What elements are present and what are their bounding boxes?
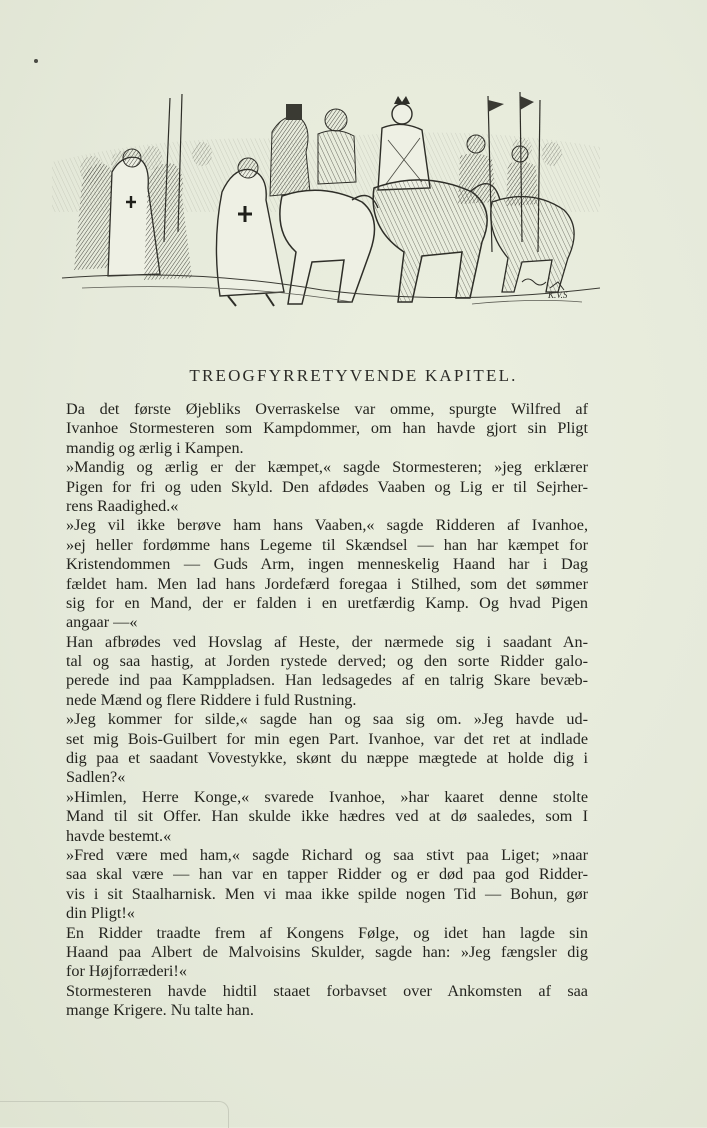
text-line: Da det første Øjebliks Overraskelse var omme, spurgte Wilfred af: [66, 400, 588, 418]
text-line: Pigen for fri og uden Skyld. Den afdødes Vaaben og Lig er til Sejrher-: [66, 477, 588, 496]
text-line: Stormesteren havde hidtil staaet forbavset over Ankomsten af saa: [66, 981, 588, 1000]
text-line: »Fred være med ham,« sagde Richard og saa stivt paa Liget; »naar: [66, 845, 588, 864]
text-line: »Jeg vil ikke berøve ham hans Vaaben,« sagde Ridderen af Ivanhoe,: [66, 516, 588, 535]
chapter-illustration: [52, 92, 600, 310]
text-line: »ej heller fordømme hans Legeme til Skændsel — han har kæmpet for: [66, 535, 588, 554]
text-line: nede Mænd og flere Riddere i fuld Rustning.: [66, 690, 357, 709]
chapter-body: [66, 400, 588, 1021]
text-line: havde bestemt.«: [66, 826, 172, 845]
text-line: En Ridder traadte frem af Kongens Følge, og idet han lagde sin: [66, 923, 588, 942]
chapter-title: TREOGFYRRETYVENDE KAPITEL.: [189, 366, 518, 385]
text-line: for Højforræderi!«: [66, 962, 187, 981]
text-line: Kristendommen — Guds Arm, ingen menneskelig Haand har i Dag: [66, 555, 588, 574]
text-line: din Pligt!«: [66, 904, 135, 923]
page-edge-mark: [0, 1101, 229, 1128]
text-line: Haand paa Albert de Malvoisins Skulder, sagde han: »Jeg fængsler dig: [66, 942, 588, 961]
text-line: angaar —«: [66, 613, 138, 632]
text-line: Mand til sit Offer. Han skulde ikke hædres ved at dø saaledes, som I: [66, 807, 588, 826]
text-line: »Himlen, Herre Konge,« svarede Ivanhoe, »har kaaret denne stolte: [66, 787, 588, 806]
text-line: vis i sit Staalharnisk. Men vi maa ikke spilde nogen Tid — Bohun, gør: [66, 884, 588, 903]
text-line: fældet ham. Men lad hans Jordefærd foregaa i Stilhed, som det sømmer: [66, 574, 588, 593]
text-line: rens Raadighed.«: [66, 496, 179, 515]
text-line: mandig og ærlig i Kampen.: [66, 438, 244, 457]
text-line: mange Krigere. Nu talte han.: [66, 1001, 254, 1020]
text-line: »Mandig og ærlig er der kæmpet,« sagde Stormesteren; »jeg erklærer: [66, 458, 588, 477]
text-line: sig for en Mand, der er falden i en uretfærdig Kamp. Og hvad Pigen: [66, 593, 588, 612]
ink-speck: [34, 59, 38, 63]
text-line: Sadlen?«: [66, 768, 126, 787]
knights-procession-engraving: [52, 92, 600, 310]
artist-signature: K.V.S: [548, 290, 568, 300]
text-line: dig paa et saadant Vovestykke, skønt du næppe mægtede at holde dig i: [66, 749, 588, 768]
text-line: saa skal være — han var en tapper Ridder og er død paa god Ridder-: [66, 865, 588, 884]
text-line: »Jeg kommer for silde,« sagde han og saa sig om. »Jeg havde ud-: [66, 710, 588, 729]
text-line: Ivanhoe Stormesteren som Kampdommer, om han havde gjort sin Pligt: [66, 419, 588, 438]
text-line: Han afbrødes ved Hovslag af Heste, der nærmede sig i saadant An-: [66, 632, 588, 651]
text-line: tal og saa hastig, at Jorden rystede derved; og den sorte Ridder galo-: [66, 652, 588, 671]
text-line: perede ind paa Kamppladsen. Han ledsagedes af en talrig Skare bevæb-: [66, 671, 588, 690]
text-line: set mig Bois-Guilbert for min egen Part. Ivanhoe, var det ret at indlade: [66, 729, 588, 748]
